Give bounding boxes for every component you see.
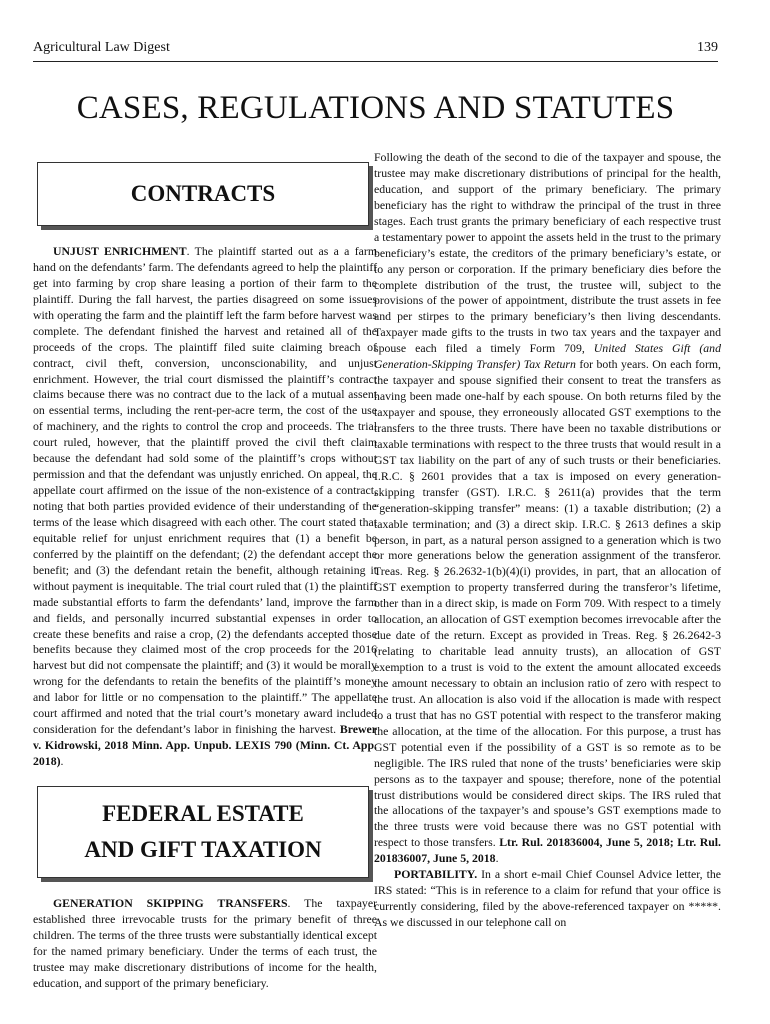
gst-article-continued: [374, 150, 721, 867]
section-heading-federal-estate: [37, 786, 369, 878]
left-column: [33, 152, 377, 992]
sentence-end: .: [60, 754, 64, 768]
contracts-article: [33, 244, 377, 770]
journal-name: Agricultural Law Digest: [33, 40, 170, 55]
article-body: for both years. On each form, the taxpayer and spouse signified their consent to treat the transfers as having been made one-half by each spouse. On both returns filed by the taxpayer and spouse, they erroneously allocated GST exemptions to the transfers to the three trusts. There have been no taxable distributions or taxable terminations with respect to the three trusts that would result in a GST tax liability on the part of any of such trusts or their beneficiaries. I.R.C. § 2601 provides that a tax is imposed on every generation-skipping transfer (GST). I.R.C. § 2611(a) provides that the term “generation-skipping transfer” means: (1) a taxable distribution; (2) a taxable termination; and (3) a direct skip. I.R.C. § 2613 defines a skip person, in part, as a natural person assigned to a generation which is two or more generations below the generation assignment of the transferor. Treas. Reg. § 26.2632-1(b)(4)(i) provides, in part, that an allocation of GST exemption to property transferred during the transferor’s lifetime, other than in a direct skip, is made on Form 709. With respect to a timely allocation, an allocation of GST exemption becomes irrevocable after the due date of the return. Except as provided in Treas. Reg. § 26.2642-3 (relating to charitable lead annuity trusts), an allocation of GST exemption to a trust is void to the extent the amount allocated exceeds the amount necessary to obtain an inclusion ratio of zero with respect to the trust. An allocation is also void if the allocation is made with respect to a trust that has no GST potential with respect to the transferor making the allocation, at the time of the allocation. For this purpose, a trust has GST potential even if the possibility of a GST is so remote as to be negligible. The IRS ruled that none of the trusts’ beneficiaries were skip persons as to the taxpayer and spouse; therefore, none of the potential trust distributions would be considered direct skips. The IRS ruled that the allocations of the taxpayer’s and spouse’s GST exemptions made to the three trusts were void because there was no GST potential with respect to those transfers.: [374, 357, 722, 850]
contracts-heading: CONTRACTS: [130, 181, 276, 207]
header-rule: [33, 61, 718, 62]
form-title: United States Gift (and Generation-Skipping Transfer) Tax Return: [374, 341, 721, 372]
right-column: [374, 150, 721, 931]
portability-article: [374, 867, 721, 931]
ruling-citation: Ltr. Rul. 201836004, June 5, 2018; Ltr. Rul. 201836007, June 5, 2018: [374, 835, 722, 866]
article-body: . The taxpayer established three irrevocable trusts for the primary benefit of three children. The terms of the three trusts were substantially identical except for the named primary beneficiary. Under the terms of each trust, the trustee may make discretionary distributions of income for the health, education, and support of the primary beneficiary.: [33, 895, 377, 990]
running-header: [33, 40, 718, 56]
federal-heading-line2: AND GIFT TAXATION: [84, 836, 322, 862]
sentence-end: .: [495, 851, 499, 866]
article-body: In a short e-mail Chief Counsel Advice letter, the IRS stated: “This is in reference to a claim for refund that your office is currently considering, filed by the above-referenced taxpayer on *****. As we discussed in our telephone call on: [374, 867, 721, 929]
article-body: Following the death of the second to die of the taxpayer and spouse, the trustee may make discretionary distributions of principal for the health, education, and support of the primary beneficiary. The primary beneficiary has the right to withdraw the principal of the trust in three stages. Each trust grants the primary beneficiary of each respective trust a testamentary power to appoint the assets held in the trust to the primary beneficiary’s estate, the creditors of the primary beneficiary’s estate, or to any person or corporation. If the primary beneficiary dies before the complete distribution of the trust, the trustee will, subject to the provisions of the power of appointment, distribute the trust assets in fee and per stirpes to the primary beneficiary’s then living descendants. Taxpayer made gifts to the trusts in two tax years and the taxpayer and spouse each filed a timely Form 709,: [374, 150, 721, 356]
page-number: 139: [697, 40, 718, 55]
article-lead: GENERATION SKIPPING TRANSFERS: [53, 895, 288, 910]
gst-article-start: [33, 896, 377, 992]
article-lead: UNJUST ENRICHMENT: [53, 244, 187, 258]
article-body: . The plaintiff started out as a a farm hand on the defendants’ farm. The defendants agreed to help the plaintiff get into farming by crop share leasing a portion of their farm to the plaintiff. During the fall harvest, the parties disagreed on some issues with operating the farm and the plaintiff left the farm before harvest was complete. The defendant finished the harvest and retained all of the proceeds of the crops. The plaintiff filed suite claiming breach of contract, civil theft, conversion, unconscionability, and unjust enrichment. However, the trial court dismissed the plaintiff’s contract claims because there was no contract due to the lack of a mutual assent on essential terms, including the rent-per-acre term, the cost of the use of machinery, and the rights to control the crop and proceeds. The trial court ruled, however, that the plaintiff proved the civil theft claim because the defendant had sold some of the plaintiff’s crops without permission and that the defendant was unjustly enriched. On appeal, the appellate court affirmed on the issue of the non-existence of a contract, noting that both parties provided evidence of their understanding of the terms of the lease which disagreed with each other. The court stated that equitable relief for unjust enrichment requires that (1) a benefit be conferred by the plaintiff on the defendant; (2) the defendant accept the benefit; and (3) the defendant retain the benefit, although retaining it without payment is inequitable. The trial court ruled that (1) the plaintiff made substantial efforts to farm the defendants’ land, improve the farm and fields, and personally incurred substantial expenses in order to create these benefits and raise a crop, (2) the defendants accepted those benefits because they claimed most of the crop proceeds for the 2016 harvest but did not compensate the plaintiff; and (3) it would be morally wrong for the defendants to retain the benefits of the plaintiff’s money and labor for little or no compensation to the plaintiff.” The appellate court affirmed and noted that the trial court’s monetary award included consideration for the defendant’s labor in finishing the harvest.: [33, 244, 377, 737]
article-lead: PORTABILITY.: [394, 867, 478, 882]
case-citation: Brewer v. Kidrowski, 2018 Minn. App. Unpub. LEXIS 790 (Minn. Ct. App. 2018): [33, 722, 377, 768]
federal-heading-line1: FEDERAL ESTATE: [102, 800, 304, 826]
section-heading-contracts: [37, 162, 369, 226]
page-title: CASES, REGULATIONS AND STATUTES: [76, 90, 675, 126]
